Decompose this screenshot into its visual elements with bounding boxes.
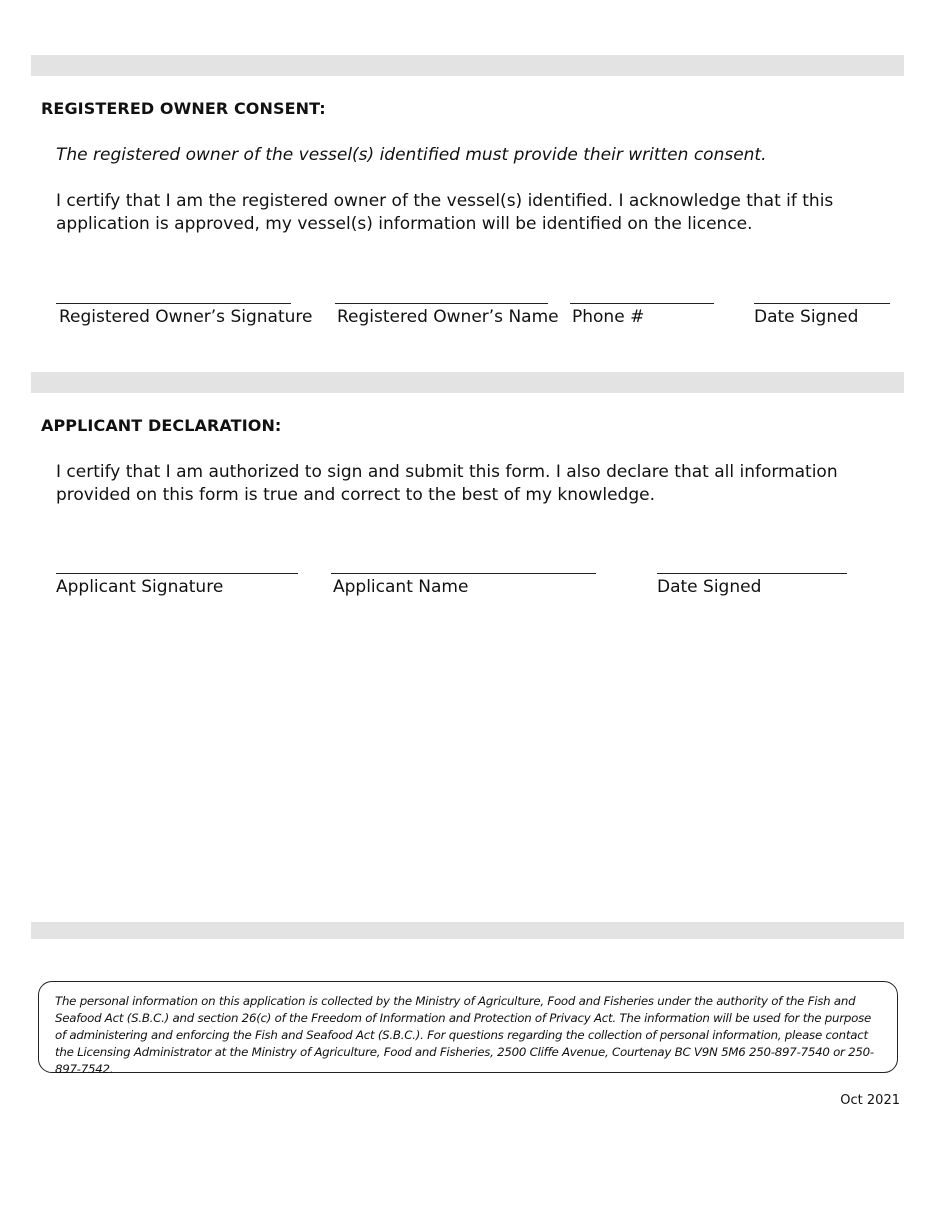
- section-divider-middle: [31, 372, 904, 393]
- owner-phone-line[interactable]: [570, 303, 714, 304]
- owner-consent-statement: I certify that I am the registered owner of the vessel(s) identified. I acknowledge that if this application is approved, my vessel(s) information will be identified on the licence.: [56, 191, 834, 234]
- applicant-declaration-statement: I certify that I am authorized to sign and submit this form. I also declare that all information provided on this form is true and correct to the best of my knowledge.: [56, 462, 838, 505]
- applicant-name-label: Applicant Name: [333, 577, 469, 597]
- applicant-date-label: Date Signed: [657, 577, 762, 597]
- owner-consent-instruction: The registered owner of the vessel(s) identified must provide their written consent.: [56, 145, 767, 165]
- owner-consent-heading: REGISTERED OWNER CONSENT:: [41, 99, 326, 118]
- applicant-name-line[interactable]: [331, 573, 596, 574]
- applicant-declaration-heading: APPLICANT DECLARATION:: [41, 416, 282, 435]
- applicant-signature-label: Applicant Signature: [56, 577, 224, 597]
- owner-date-label: Date Signed: [754, 307, 859, 327]
- applicant-signature-line[interactable]: [56, 573, 298, 574]
- privacy-notice: The personal information on this application is collected by the Ministry of Agriculture, Food and Fisheries under the authority of the Fish and Seafood Act (S.B.C.) and section 26(c) of the Freedom of Information and Protection of Privacy Act. The information will be used for the purpose of administering and enforcing the Fish and Seafood Act (S.B.C.). For questions regarding the collection of personal information, please contact the Licensing Administrator at the Ministry of Agriculture, Food and Fisheries, 2500 Cliffe Avenue, Courtenay BC V9N 5M6 250-897-7540 or 250-897-7542.: [38, 981, 898, 1073]
- owner-signature-label: Registered Owner’s Signature: [59, 307, 313, 327]
- revision-date: Oct 2021: [840, 1093, 900, 1108]
- owner-name-line[interactable]: [335, 303, 548, 304]
- owner-signature-line[interactable]: [56, 303, 291, 304]
- owner-date-line[interactable]: [754, 303, 890, 304]
- owner-phone-label: Phone #: [572, 307, 645, 327]
- section-divider-top: [31, 55, 904, 76]
- owner-name-label: Registered Owner’s Name: [337, 307, 559, 327]
- applicant-date-line[interactable]: [657, 573, 847, 574]
- section-divider-bottom: [31, 922, 904, 939]
